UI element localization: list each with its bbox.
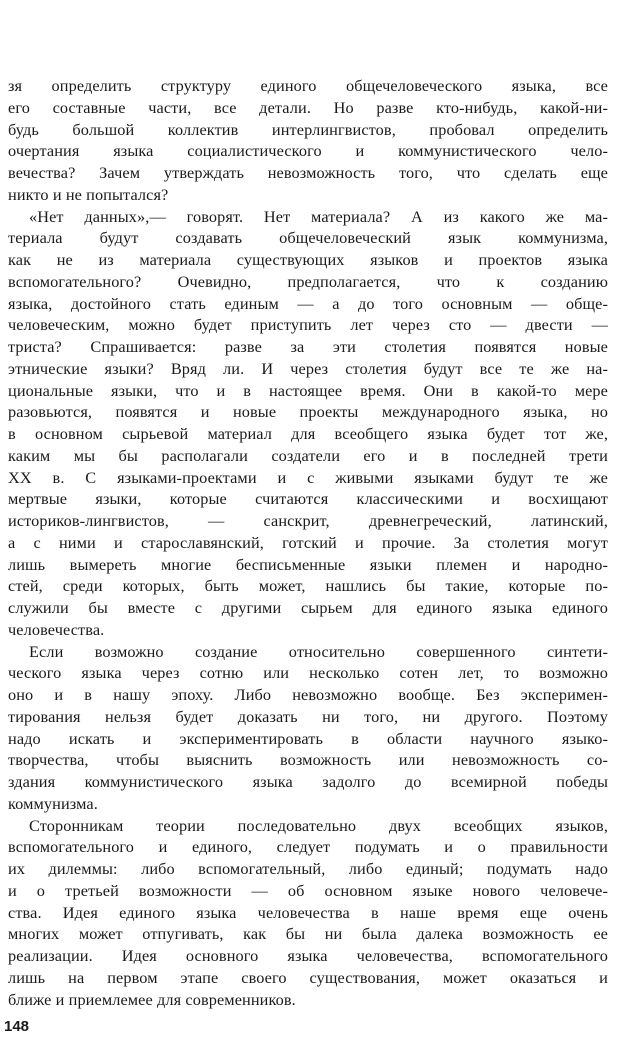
body-text — [8, 75, 608, 1010]
page-number: 148 — [4, 1018, 30, 1035]
text-line: его составные части, все детали. Но разве кто-нибудь, какой-ни- — [8, 97, 608, 117]
text-line: и о третьей возможности — об основном языке нового человече- — [8, 880, 608, 900]
text-line: человечества. — [8, 619, 105, 639]
text-line: очертания языка социалистического и коммунистического чело- — [8, 141, 608, 161]
text-line: многих может отпугивать, как бы ни была далека возможность ее — [8, 924, 608, 944]
text-line: ближе и приемлемее для современников. — [8, 989, 296, 1009]
text-line: историков-лингвистов, — санскрит, древнегреческий, латинский, — [8, 511, 608, 530]
text-line: ства. Идея единого языка человечества в наше время еще очень — [8, 902, 608, 922]
paragraph — [8, 206, 608, 641]
text-line: языка, достойного стать единым — а до того основным — обще- — [8, 293, 608, 313]
text-line: человеческим, можно будет приступить лет через сто — двести — — [8, 315, 608, 335]
paragraph — [8, 815, 608, 1011]
text-line: служили бы вместе с другими сырьем для единого языка единого — [8, 598, 608, 617]
text-line: Если возможно создание относительно совершенного синтети- — [29, 641, 608, 661]
text-line: стей, среди которых, быть может, нашлись бы такие, которые по- — [8, 576, 608, 596]
text-line: здания коммунистического языка задолго до всемирной победы — [8, 772, 608, 791]
text-line: Сторонникам теории последовательно двух всеобщих языков, — [29, 815, 608, 835]
text-line: а с ними и старославянский, готский и прочие. За столетия могут — [8, 532, 608, 552]
text-line: оно и в нашу эпоху. Либо невозможно вообще. Без эксперимен- — [8, 685, 608, 704]
text-line: тирования нельзя будет доказать ни того, ни другого. Поэтому — [8, 706, 608, 726]
text-line: ческого языка через сотню или несколько сотен лет, то возможно — [8, 663, 608, 683]
text-line: надо искать и экспериментировать в области научного языко- — [8, 728, 608, 748]
text-line: триста? Спрашивается: разве за эти столетия появятся новые — [8, 337, 608, 356]
text-line: никто и не попытался? — [8, 184, 169, 204]
text-line: зя определить структуру единого общечеловеческого языка, все — [8, 76, 608, 95]
text-line: реализации. Идея основного языка человечества, вспомогательного — [8, 946, 608, 965]
text-line: лишь вымереть многие бесписьменные языки племен и народно- — [8, 554, 608, 574]
text-line: вечества? Зачем утверждать невозможность того, что сделать еще — [8, 163, 608, 182]
text-line: териала будут создавать общечеловеческий язык коммунизма, — [8, 228, 608, 248]
text-line: их дилеммы: либо вспомогательный, либо единый; подумать надо — [8, 859, 608, 878]
text-line: как не из материала существующих языков и проектов языка — [8, 250, 608, 269]
paragraph — [8, 75, 608, 206]
text-line: мертвые языки, которые считаются классическими и восхищают — [8, 489, 608, 509]
text-line: коммунизма. — [8, 793, 98, 813]
text-line: XX в. С языками-проектами и с живыми языками будут те же — [8, 467, 608, 487]
text-line: вспомогательного и единого, следует подумать и о правильности — [8, 837, 608, 857]
text-line: будь большой коллектив интерлингвистов, пробовал определить — [8, 119, 608, 139]
text-line: в основном сырьевой материал для всеобщего языка будет тот же, — [8, 424, 608, 443]
text-line: вспомогательного? Очевидно, предполагается, что к созданию — [8, 271, 608, 291]
text-line: творчества, чтобы выяснить возможность или невозможность со- — [8, 750, 608, 770]
paragraph — [8, 641, 608, 815]
text-line: «Нет данных»,— говорят. Нет материала? А из какого же ма- — [29, 206, 608, 226]
text-line: циональные языки, что и в настоящее время. Они в какой-то мере — [8, 380, 608, 400]
text-line: каким мы бы располагали создатели его и в последней трети — [8, 445, 608, 465]
text-line: этнические языки? Вряд ли. И через столетия будут все те же на- — [8, 358, 608, 378]
text-line: лишь на первом этапе своего существования, может оказаться и — [8, 967, 608, 987]
text-line: разовьются, появятся и новые проекты международного языка, но — [8, 402, 608, 422]
